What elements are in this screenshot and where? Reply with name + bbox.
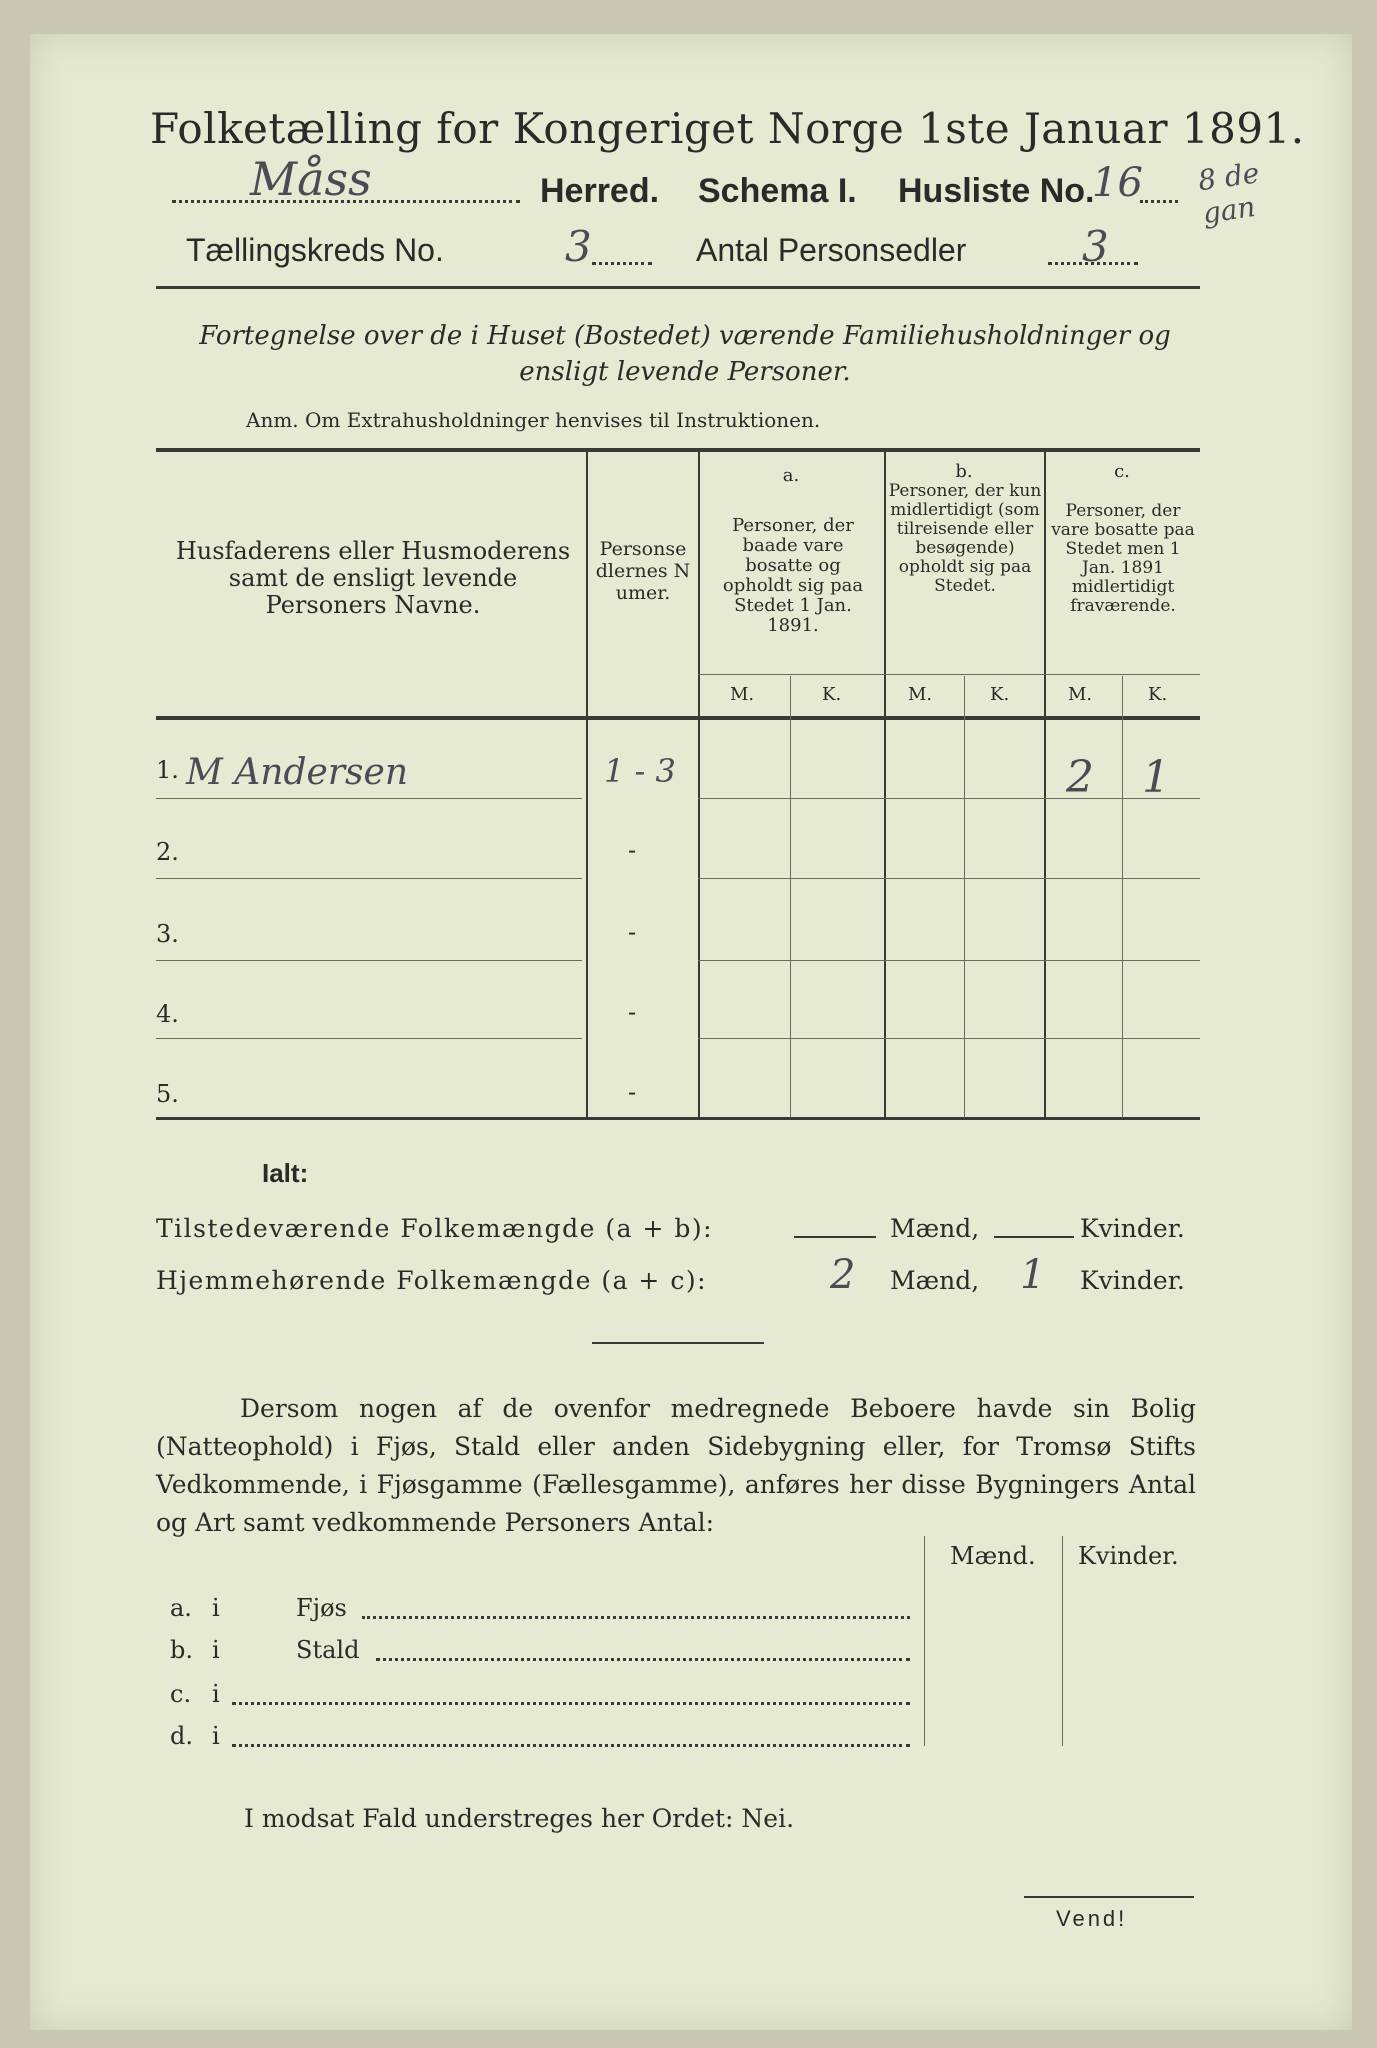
totals-line1-k-blank xyxy=(994,1236,1074,1238)
totals-line2-kvinder: Kvinder. xyxy=(1080,1266,1185,1295)
col-divider-a-mk xyxy=(790,676,791,1118)
building-b-i: i xyxy=(212,1636,220,1664)
row-1-number: 1. xyxy=(156,756,179,784)
herred-label: Herred. xyxy=(540,172,660,210)
totals-line1-m-blank xyxy=(794,1236,876,1238)
row-1-c-k: 1 xyxy=(1142,752,1170,803)
kreds-dotted-line xyxy=(592,262,652,265)
ialt-label: Ialt: xyxy=(262,1158,309,1188)
totals-line1-label: Tilstedeværende Folkemængde (a + b): xyxy=(156,1214,714,1243)
col-divider-name xyxy=(586,450,588,1118)
row-3-number: 3. xyxy=(156,920,179,948)
row-1-num: 1 - 3 xyxy=(604,752,676,790)
header-b-letter: b. xyxy=(955,461,973,482)
row-1-c-m: 2 xyxy=(1066,752,1094,803)
building-b-dotted-line xyxy=(376,1658,910,1661)
vend-rule xyxy=(1024,1896,1194,1898)
section-separator xyxy=(592,1342,764,1344)
header-a-k: K. xyxy=(822,684,842,705)
header-c-m: M. xyxy=(1068,684,1093,705)
col-divider-b xyxy=(1044,450,1046,1118)
header-c-k: K. xyxy=(1148,684,1168,705)
antal-dotted-line xyxy=(1048,262,1138,265)
kreds-label: Tællingskreds No. xyxy=(186,232,444,268)
row-3-num: - xyxy=(628,918,637,946)
buildings-kvinder-header: Kvinder. xyxy=(1078,1542,1179,1570)
kreds-value: 3 xyxy=(565,222,592,271)
row-5-num: - xyxy=(628,1078,637,1106)
col-divider-c-mk xyxy=(1122,676,1123,1118)
totals-line2-maend: Mænd, xyxy=(890,1266,980,1295)
header-a: Personer, der baade vare bosatte og opholdt sig paa Stedet 1 Jan. 1891. xyxy=(722,515,864,636)
building-c-i: i xyxy=(212,1680,220,1708)
header-a-letter: a. xyxy=(782,465,800,486)
building-a-label: Fjøs xyxy=(296,1594,347,1622)
building-c-dotted-line xyxy=(232,1702,910,1705)
building-b-label: Stald xyxy=(296,1636,360,1664)
col-divider-num xyxy=(698,450,700,1118)
header-rule xyxy=(156,286,1200,289)
row-rule-3-name xyxy=(156,960,582,961)
schema-label: Schema I. xyxy=(698,172,857,210)
row-rule-1-name xyxy=(156,798,582,799)
row-rule-4-name xyxy=(156,1038,582,1039)
row-2-num: - xyxy=(628,836,637,864)
row-5-number: 5. xyxy=(156,1080,179,1108)
row-4-num: - xyxy=(628,998,637,1026)
building-d-i: i xyxy=(212,1722,220,1750)
husliste-dotted-line xyxy=(1140,200,1178,203)
col-divider-b-mk xyxy=(964,676,965,1118)
buildings-paragraph: Dersom nogen af de ovenfor medregnede Beboere havde sin Bolig (Natteophold) i Fjøs, Stald eller anden Sidebygning eller, for Tromsø Stifts Vedkommende, i Fjøsgamme (Fællesgamme), anføres her disse Bygningers Antal og Art samt vedkommende Personers Antal: xyxy=(156,1394,1196,1537)
buildings-divider-right xyxy=(1062,1536,1063,1746)
buildings-divider-left xyxy=(924,1536,925,1746)
totals-line1-maend: Mænd, xyxy=(890,1214,980,1243)
row-rule-1-data xyxy=(698,798,1200,799)
herred-handwritten: Måss xyxy=(250,152,372,206)
row-rule-4-data xyxy=(698,1038,1200,1039)
header-b: Personer, der kun midlertidigt (som tilreisende eller besøgende) opholdt sig paa Stedet. xyxy=(888,481,1042,596)
antal-label: Antal Personsedler xyxy=(696,232,967,268)
row-4-number: 4. xyxy=(156,1000,179,1028)
header-b-k: K. xyxy=(990,684,1010,705)
row-rule-2-name xyxy=(156,878,582,879)
building-a-dotted-line xyxy=(362,1616,910,1619)
building-a-i: i xyxy=(212,1594,220,1622)
form-title: Folketælling for Kongeriget Norge 1ste Januar 1891. xyxy=(150,104,1305,153)
col-divider-a xyxy=(884,450,886,1118)
building-b-letter: b. xyxy=(170,1636,193,1664)
vend-label: Vend! xyxy=(1056,1906,1128,1931)
building-c-letter: c. xyxy=(170,1680,192,1708)
margin-note: 8 de gan xyxy=(1195,156,1262,231)
totals-line2-label: Hjemmehørende Folkemængde (a + c): xyxy=(156,1266,707,1295)
header-a-m: M. xyxy=(730,684,755,705)
building-d-dotted-line xyxy=(232,1744,910,1747)
header-c: Personer, der vare bosatte paa Stedet men 1 Jan. 1891 midlertidigt fraværende. xyxy=(1051,501,1195,616)
header-c-letter: c. xyxy=(1114,461,1130,482)
row-2-number: 2. xyxy=(156,838,179,866)
header-b-m: M. xyxy=(908,684,933,705)
row-rule-2-data xyxy=(698,878,1200,879)
building-a-letter: a. xyxy=(170,1594,192,1622)
buildings-maend-header: Mænd. xyxy=(950,1542,1036,1570)
antal-value: 3 xyxy=(1082,222,1109,271)
mk-subheader-rule xyxy=(698,674,1200,675)
totals-line2-m: 2 xyxy=(830,1252,856,1298)
totals-line2-k: 1 xyxy=(1020,1252,1046,1298)
building-d-letter: d. xyxy=(170,1722,193,1750)
row-rule-3-data xyxy=(698,960,1200,961)
nei-line: I modsat Fald understreges her Ordet: Nei. xyxy=(244,1804,795,1833)
husliste-label: Husliste No. xyxy=(898,172,1095,210)
totals-line1-kvinder: Kvinder. xyxy=(1080,1214,1185,1243)
husliste-value: 16 xyxy=(1092,160,1143,206)
header-name: Husfaderens eller Husmoderens samt de ensligt levende Personers Navne. xyxy=(175,537,571,619)
header-num: Personsedlernes Numer. xyxy=(595,538,691,604)
intro-text: Fortegnelse over de i Huset (Bostedet) værende Familiehusholdninger og ensligt levende Personer. xyxy=(199,321,1171,387)
row-1-name: M Andersen xyxy=(186,752,409,793)
anm-note: Anm. Om Extrahusholdninger henvises til Instruktionen. xyxy=(246,408,821,432)
